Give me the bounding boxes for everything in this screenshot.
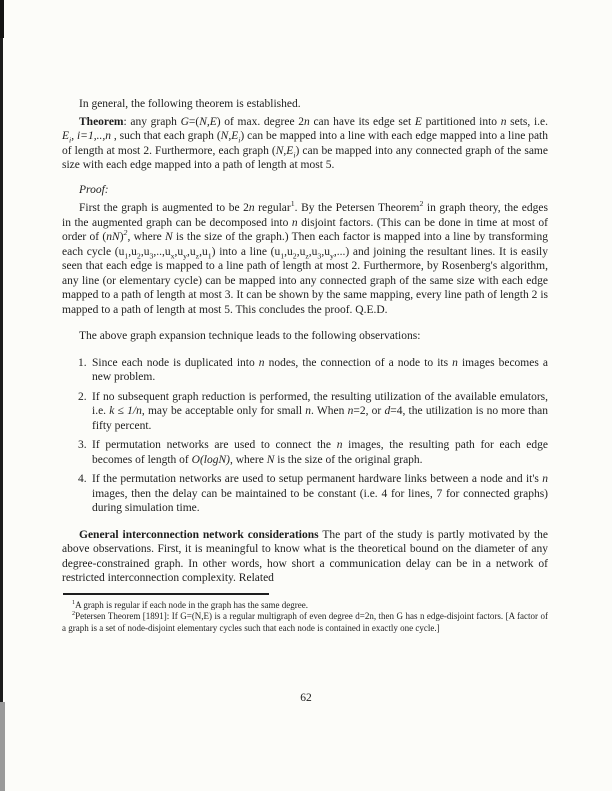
text-segment: ) can be mapped into a line with each edge mapped into a line path of length at most 2. Furthermore, each graph ( xyxy=(62,130,548,157)
footnote-marker: 1 xyxy=(72,599,76,606)
text-segment: d xyxy=(384,405,391,417)
text-segment: z xyxy=(305,250,309,260)
text-segment: ,u xyxy=(128,245,137,258)
general-section-paragraph xyxy=(62,528,548,586)
text-segment: 1 xyxy=(124,250,129,260)
text-segment: n xyxy=(291,216,298,229)
text-segment: : any graph xyxy=(123,115,181,128)
text-segment: 1/n xyxy=(127,405,142,417)
list-item-number: 1. xyxy=(78,356,87,369)
text-segment: Theorem xyxy=(79,115,124,128)
text-segment: sets, i.e. xyxy=(506,115,549,128)
text-segment: n xyxy=(304,115,310,128)
text-segment: 1 xyxy=(280,250,285,260)
text-segment: i xyxy=(238,135,241,145)
text-segment: ) of max. degree 2 xyxy=(216,115,305,128)
text-segment: partitioned into xyxy=(421,115,501,128)
text-segment: n xyxy=(452,356,458,369)
text-segment: N,E xyxy=(199,115,217,128)
page-number: 62 xyxy=(300,692,312,704)
text-segment: ,u xyxy=(174,245,184,258)
footnotes xyxy=(62,600,548,635)
list-item xyxy=(62,356,548,385)
text-segment: 1 xyxy=(290,199,295,209)
list-item-number: 3. xyxy=(78,439,87,451)
text-segment: n xyxy=(500,115,507,128)
text-segment: . By the Petersen Theorem xyxy=(294,202,420,214)
text-segment: ,..,u xyxy=(153,245,171,258)
scan-edge-artifact-top xyxy=(0,0,4,38)
text-segment: n xyxy=(248,202,255,214)
text-segment: n xyxy=(258,356,265,369)
text-segment: nodes, the connection of a node to its xyxy=(264,356,453,369)
text-segment: E xyxy=(62,130,70,142)
text-segment: n xyxy=(305,405,311,417)
list-item-text xyxy=(92,356,548,385)
text-segment: , xyxy=(71,130,77,142)
text-segment: is the size of the graph.) Then each factor is mapped into a line by transforming each cycle (u xyxy=(62,231,548,258)
observations-list xyxy=(62,356,548,516)
text-segment: y xyxy=(183,250,188,260)
text-segment: ,u xyxy=(284,245,293,258)
scan-edge-artifact xyxy=(0,0,3,706)
list-item-number: 4. xyxy=(78,473,87,485)
text-segment: x xyxy=(170,250,175,260)
text-segment: General interconnection network considerations xyxy=(79,528,319,541)
text-segment: images, then the delay can be maintained to be constant (i.e. 4 for lines, 7 for connected graphs) during simulation time. xyxy=(92,487,548,514)
text-segment: z xyxy=(195,250,200,260)
text-segment: regular xyxy=(254,202,291,214)
text-segment: N xyxy=(266,453,275,466)
text-segment: ≤ xyxy=(114,405,128,417)
text-segment: A graph is regular if each node in the graph has the same degree. xyxy=(75,599,308,610)
text-segment: N,E xyxy=(220,130,239,142)
text-segment: E xyxy=(414,115,422,128)
text-segment: =2, or xyxy=(353,405,385,417)
footnote xyxy=(62,611,548,634)
text-segment: ,u xyxy=(187,245,196,258)
text-segment: N,E xyxy=(275,144,294,157)
text-segment: , such that each graph ( xyxy=(110,130,221,142)
text-segment: disjoint factors. (This can be done in time at most of order of ( xyxy=(62,216,548,243)
observations-intro xyxy=(62,329,548,344)
text-segment: i xyxy=(293,149,296,159)
text-segment: , where xyxy=(127,231,165,243)
text-segment: ,u xyxy=(321,245,330,258)
footnote-marker: 2 xyxy=(72,611,76,617)
list-item-text xyxy=(92,438,548,467)
text-segment: n xyxy=(347,405,354,417)
text-segment: =4, the utilization is no more than fifty percent. xyxy=(92,405,548,432)
text-segment: 3 xyxy=(317,250,322,260)
text-segment: k xyxy=(109,405,115,417)
text-segment: y xyxy=(329,250,334,260)
text-segment: If no subsequent graph reduction is performed, the resulting utilization of the available emulators, i.e. xyxy=(92,390,548,417)
text-segment: Since each node is duplicated into xyxy=(92,356,259,369)
list-item-number: 2. xyxy=(78,390,87,403)
text-segment: ,u xyxy=(199,245,208,258)
text-segment: 2 xyxy=(123,228,128,238)
text-segment: n xyxy=(336,439,343,451)
text-segment: n xyxy=(542,473,548,485)
text-segment: The part of the study is partly motivated by the above observations. First, it is meaningful to know what is the theoretical bound on the diameter of any degree-constrained graph. In other words, how short a communication delay can be in a network of restricted interconnection complexity. Related xyxy=(62,528,548,584)
text-segment: , where xyxy=(229,453,267,466)
list-item xyxy=(62,390,548,434)
text-segment: If the permutation networks are used to setup permanent hardware links between a node and it's xyxy=(92,473,543,485)
text-segment: . When xyxy=(311,405,348,417)
list-item-text xyxy=(92,390,548,434)
text-segment: Petersen Theorem [1891]: If G=(N,E) is a regular multigraph of even degree d=2n, then G has n edge-disjoint factors. [A factor of a graph is a set of node-disjoint elementary cycles such that each node is contained in exactly one cycle.] xyxy=(62,611,548,633)
text-segment: nN xyxy=(106,231,120,243)
text-segment: in graph theory, the edges in the augmented graph can be decomposed into xyxy=(62,202,548,229)
text-segment: ,u xyxy=(296,245,306,258)
proof-label xyxy=(62,183,548,198)
scan-edge-artifact-bottom xyxy=(0,702,5,791)
text-segment: 1 xyxy=(207,250,212,260)
text-segment: i xyxy=(69,135,72,145)
text-segment: , may be acceptable only for small xyxy=(141,405,306,417)
text-segment: images becomes a new problem. xyxy=(92,356,548,383)
text-segment: If permutation networks are used to connect the xyxy=(92,439,337,451)
list-item xyxy=(62,438,548,467)
text-segment: 2 xyxy=(292,250,297,260)
text-segment: images, the resulting path for each edge becomes of length of xyxy=(92,439,548,466)
footnote xyxy=(62,600,548,612)
text-segment: ) can be mapped into any connected graph of the same size with each edge mapped into a path of length at most 5. xyxy=(62,144,548,171)
intro-paragraph xyxy=(62,97,548,112)
text-segment: 2 xyxy=(136,250,141,260)
text-segment: The above graph expansion technique leads to the following observations: xyxy=(79,330,421,342)
text-segment: First the graph is augmented to be 2 xyxy=(79,202,249,214)
list-item xyxy=(62,472,548,516)
text-segment: G xyxy=(180,115,189,128)
proof-paragraph xyxy=(62,201,548,317)
text-segment: Proof: xyxy=(79,183,109,196)
text-segment: ,u xyxy=(140,245,150,258)
text-segment: N xyxy=(165,231,173,243)
text-segment: i=1,..,n xyxy=(76,130,111,142)
text-segment: ) into a line (u xyxy=(211,245,281,258)
footnote-rule xyxy=(63,593,269,595)
text-segment: ,...) and joining the resultant lines. It is easily seen that each edge is mapped to a line path of length at most 2. Furthermore, by Rosenberg's algorithm, any line (or elementary cycle) can be mapped into any connected graph of the same size with each edge mapped to a path of length at most 3. It can be shown by the same mapping, every line path of length 2 is mapped to a path of length at most 5. This concludes the proof. Q.E.D. xyxy=(62,245,548,316)
text-segment: 3 xyxy=(149,250,154,260)
text-segment: 2 xyxy=(419,199,424,209)
text-segment: O(logN) xyxy=(191,453,230,466)
text-segment: In general, the following theorem is established. xyxy=(79,98,301,110)
text-segment: ,u xyxy=(308,245,318,258)
text-segment: ) xyxy=(119,231,124,243)
text-segment: =( xyxy=(188,115,200,128)
list-item-text xyxy=(92,472,548,516)
theorem-paragraph xyxy=(62,115,548,173)
text-column xyxy=(62,97,548,634)
text-segment: can have its edge set xyxy=(309,115,415,128)
text-segment: is the size of the original graph. xyxy=(274,453,423,466)
